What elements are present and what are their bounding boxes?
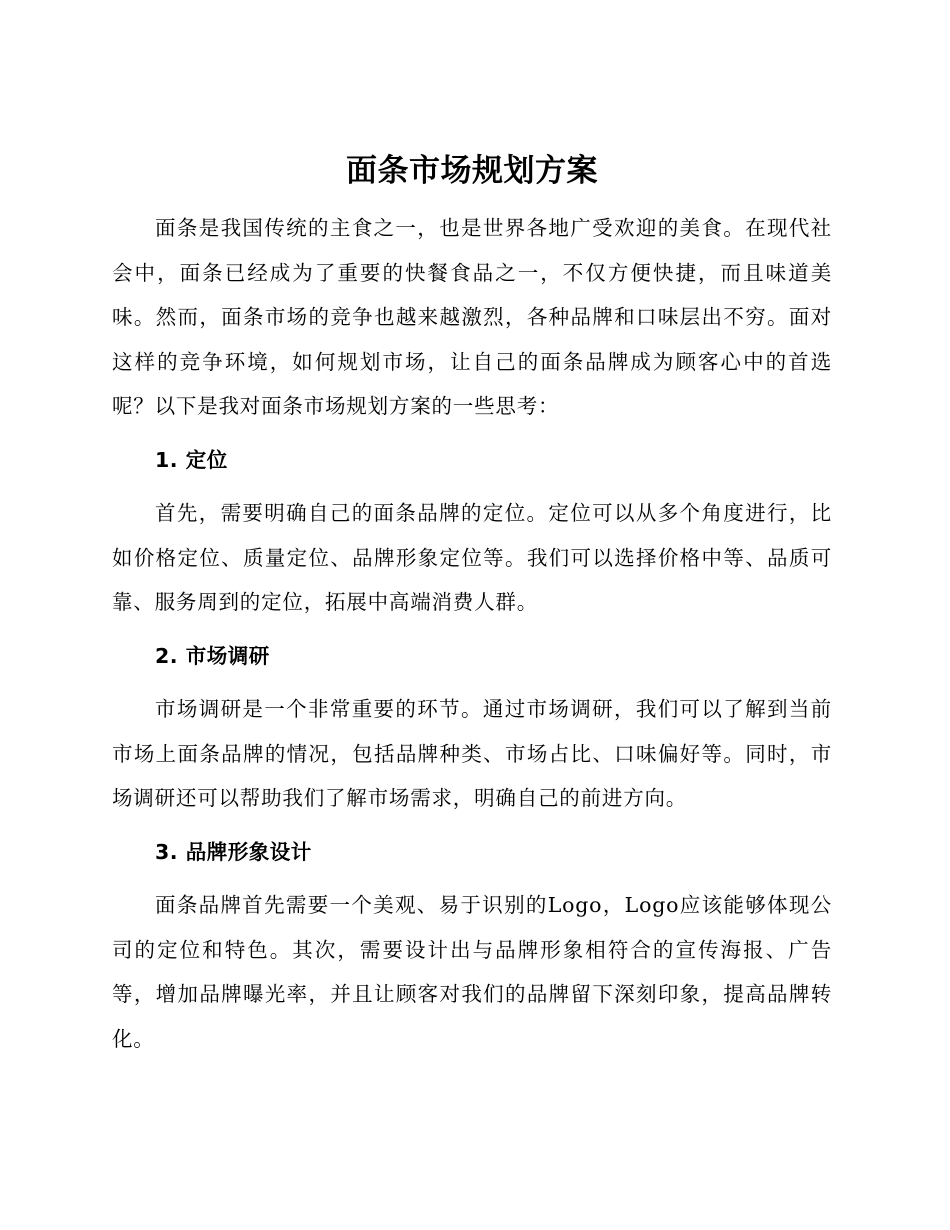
document-page — [112, 148, 832, 1061]
section-brand-image-design — [112, 830, 832, 1062]
section-heading: 3. 品牌形象设计 — [155, 839, 312, 864]
section-market-research — [112, 634, 832, 821]
intro-paragraph: 面条是我国传统的主食之一，也是世界各地广受欢迎的美食。在现代社会中，面条已经成为了重要的快餐食品之一，不仅方便快捷，而且味道美味。然而，面条市场的竞争也越来越激烈，各种品牌和口味层出不穷。面对这样的竞争环境，如何规划市场，让自己的面条品牌成为顾客心中的首选呢？以下是我对面条市场规划方案的一些思考： — [112, 216, 832, 418]
section-heading: 1. 定位 — [155, 447, 228, 472]
section-paragraph: 首先，需要明确自己的面条品牌的定位。定位可以从多个角度进行，比如价格定位、质量定位、品牌形象定位等。我们可以选择价格中等、品质可靠、服务周到的定位，拓展中高端消费人群。 — [112, 501, 832, 614]
section-positioning — [112, 438, 832, 625]
section-paragraph: 面条品牌首先需要一个美观、易于识别的Logo，Logo应该能够体现公司的定位和特色。其次，需要设计出与品牌形象相符合的宣传海报、广告等，增加品牌曝光率，并且让顾客对我们的品牌留下深刻印象，提高品牌转化。 — [112, 893, 832, 1051]
section-heading: 2. 市场调研 — [155, 643, 270, 668]
document-title: 面条市场规划方案 — [346, 153, 598, 189]
section-paragraph: 市场调研是一个非常重要的环节。通过市场调研，我们可以了解到当前市场上面条品牌的情况，包括品牌种类、市场占比、口味偏好等。同时，市场调研还可以帮助我们了解市场需求，明确自己的前进方向。 — [112, 697, 832, 810]
